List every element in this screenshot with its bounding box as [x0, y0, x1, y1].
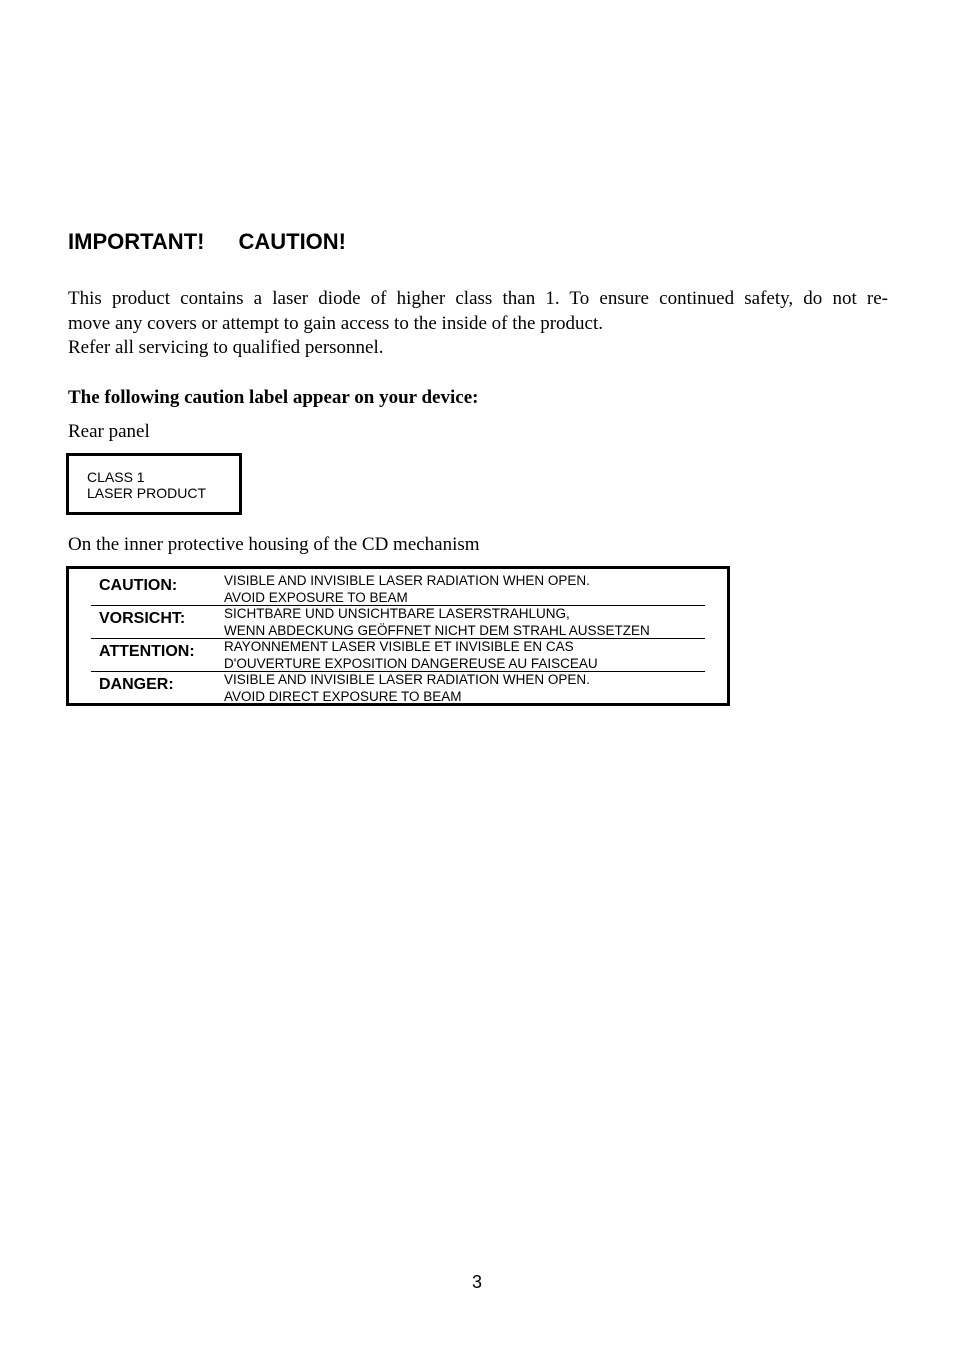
label-line: RAYONNEMENT LASER VISIBLE ET INVISIBLE EN CAS — [224, 639, 574, 654]
label-line: AVOID DIRECT EXPOSURE TO BEAM — [224, 688, 462, 704]
label-line: VISIBLE AND INVISIBLE LASER RADIATION WHEN OPEN. — [224, 573, 590, 588]
label-term: CAUTION: — [99, 577, 178, 594]
intro-line-2: move any covers or attempt to gain access to the inside of the product. — [68, 312, 604, 334]
intro-paragraph — [68, 287, 888, 361]
cd-mechanism-caption: On the inner protective housing of the CD mechanism — [68, 534, 480, 555]
label-term: VORSICHT: — [99, 610, 186, 627]
label-line: D'OUVERTURE EXPOSITION DANGEREUSE AU FAISCEAU — [224, 655, 598, 671]
rear-panel-label — [66, 453, 242, 515]
rear-panel-label-text — [87, 469, 206, 501]
rear-label-line-2: LASER PRODUCT — [87, 485, 207, 501]
label-row-attention — [91, 638, 705, 672]
label-description — [224, 672, 590, 705]
label-row-caution — [91, 572, 705, 606]
label-line: WENN ABDECKUNG GEÖFFNET NICHT DEM STRAHL AUSSETZEN — [224, 622, 650, 638]
label-row-vorsicht — [91, 605, 705, 639]
caution-heading: CAUTION! — [238, 229, 347, 254]
cd-mechanism-label — [66, 566, 730, 706]
page-heading — [68, 228, 346, 256]
label-line: VISIBLE AND INVISIBLE LASER RADIATION WHEN OPEN. — [224, 672, 590, 687]
page-number: 3 — [471, 1272, 482, 1292]
label-term: DANGER: — [99, 676, 174, 693]
label-term: ATTENTION: — [99, 643, 195, 660]
intro-line-3: Refer all servicing to qualified personnel. — [68, 337, 384, 358]
label-description — [224, 573, 590, 606]
rear-label-line-1: CLASS 1 — [87, 469, 145, 485]
label-line: SICHTBARE UND UNSICHTBARE LASERSTRAHLUNG, — [224, 606, 570, 621]
label-description — [224, 639, 598, 672]
label-description — [224, 606, 650, 639]
important-heading: IMPORTANT! — [68, 229, 205, 254]
label-line: AVOID EXPOSURE TO BEAM — [224, 589, 408, 605]
rear-panel-caption: Rear panel — [68, 421, 150, 442]
label-heading: The following caution label appear on your device: — [68, 387, 479, 408]
label-row-danger — [91, 671, 705, 704]
intro-line-1: This product contains a laser diode of higher class than 1. To ensure continued safety, do not re- — [68, 288, 888, 309]
